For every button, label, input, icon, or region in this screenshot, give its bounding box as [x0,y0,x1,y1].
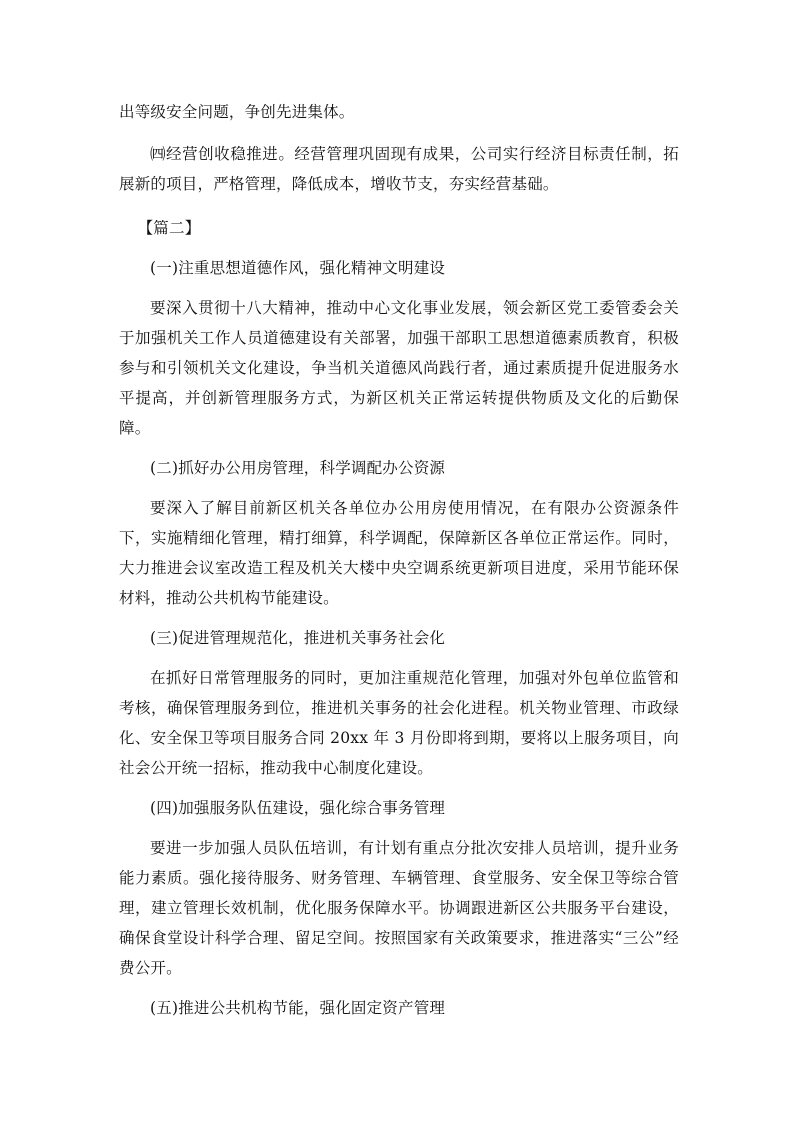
section-heading-part-two: 【篇二】 [137,219,201,237]
subheading-3: (三)促进管理规范化，推进机关事务社会化 [150,629,446,647]
paragraph-2: 要深入了解目前新区机关各单位办公用房使用情况，在有限办公资源条件下，实施精细化管理，精打细算，科学调配，保障新区各单位正常运作。同时，大力推进会议室改造工程及机关大楼中央空调系统更新项目进度，采用节能环保材料，推动公共机构节能建设。 [119,499,679,607]
paragraph-4: 要进一步加强人员队伍培训，有计划有重点分批次安排人员培训，提升业务能力素质。强化接待服务、财务管理、车辆管理、食堂服务、安全保卫等综合管理，建立管理长效机制，优化服务保障水平。协调跟进新区公共服务平台建设，确保食堂设计科学合理、留足空间。按照国家有关政策要求，推进落实“三公”经费公开。 [119,839,679,977]
subheading-4: (四)加强服务队伍建设，强化综合事务管理 [150,799,446,817]
subheading-2: (二)抓好办公用房管理，科学调配办公资源 [150,459,446,477]
document-body [119,97,679,1023]
paragraph-continuation: 出等级安全问题，争创先进集体。 [119,103,355,121]
subheading-5: (五)推进公共机构节能，强化固定资产管理 [150,999,446,1017]
subheading-1: (一)注重思想道德作风，强化精神文明建设 [150,259,446,277]
paragraph-business-operations: ㈣经营创收稳推进。经营管理巩固现有成果，公司实行经济目标责任制，拓展新的项目，严格管理，降低成本，增收节支，夯实经营基础。 [119,145,679,193]
paragraph-1: 要深入贯彻十八大精神，推动中心文化事业发展，领会新区党工委管委会关于加强机关工作人员道德建设有关部署，加强干部职工思想道德素质教育，积极参与和引领机关文化建设，争当机关道德风尚践行者，通过素质提升促进服务水平提高，并创新管理服务方式，为新区机关正常运转提供物质及文化的后勤保障。 [119,299,679,437]
paragraph-3: 在抓好日常管理服务的同时，更加注重规范化管理，加强对外包单位监管和考核，确保管理服务到位，推进机关事务的社会化进程。机关物业管理、市政绿化、安全保卫等项目服务合同 20xx 年 3 月份即将到期，要将以上服务项目，向社会公开统一招标，推动我中心制度化建设。 [119,669,679,777]
